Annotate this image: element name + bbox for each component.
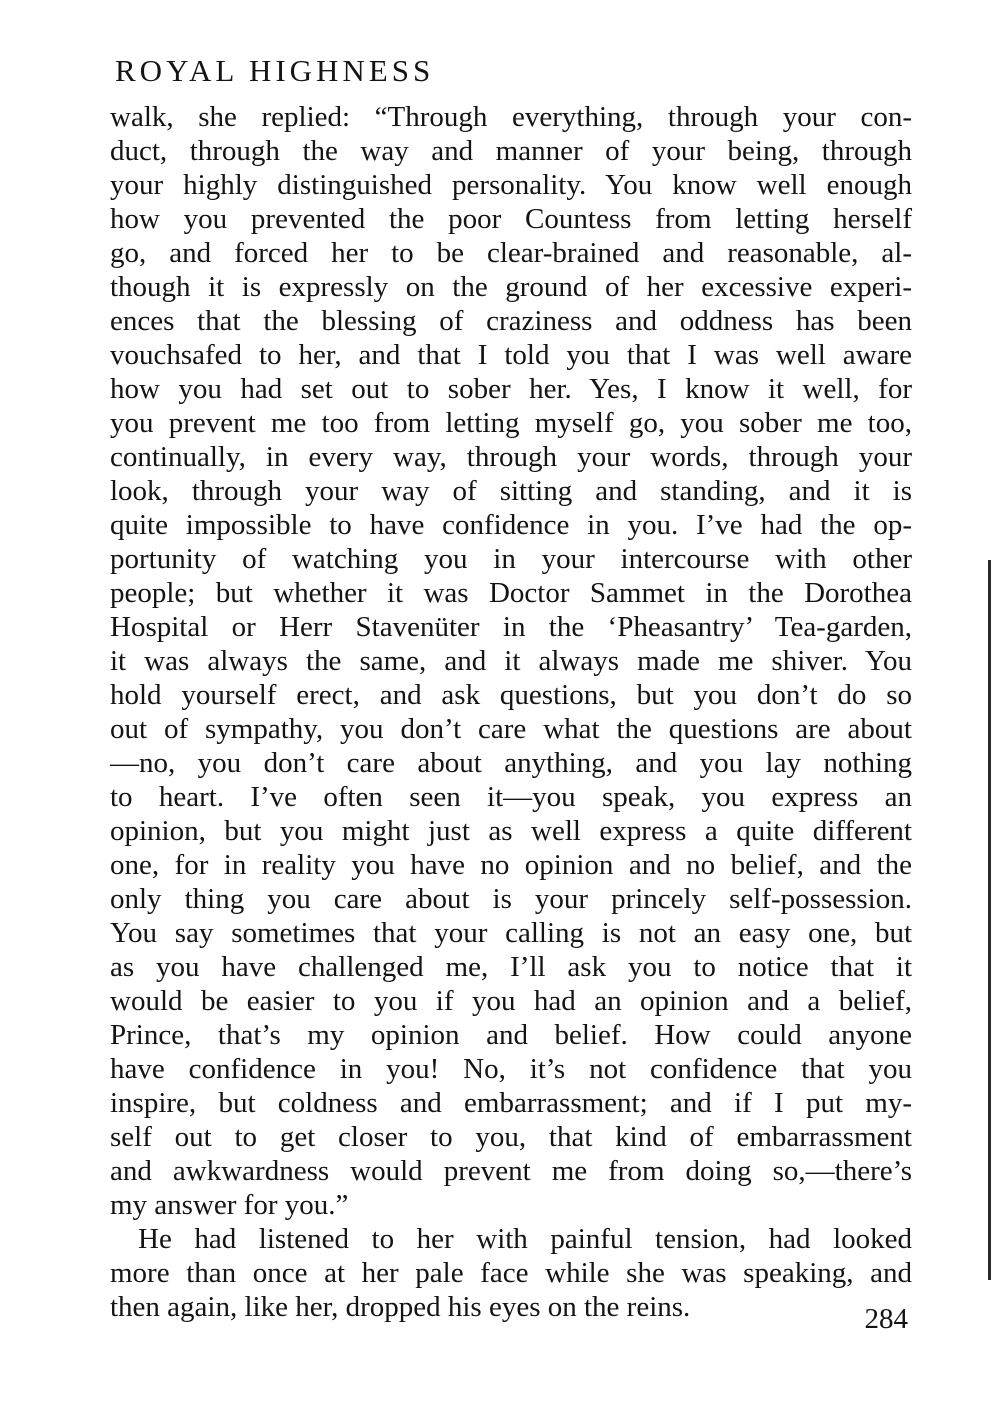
text-line: and awkwardness would prevent me from doing so,—there’s [110,1155,912,1187]
text-line: portunity of watching you in your intercourse with other [110,543,912,575]
text-line: one, for in reality you have no opinion and no belief, and the [110,849,912,881]
text-line: though it is expressly on the ground of her excessive experi- [110,271,912,303]
text-line: duct, through the way and manner of your being, through [110,135,912,167]
text-line: walk, she replied: “Through everything, through your con- [110,101,912,133]
text-line: out of sympathy, you don’t care what the questions are about [110,713,912,745]
text-line: to heart. I’ve often seen it—you speak, you express an [110,781,912,813]
text-line: have confidence in you! No, it’s not confidence that you [110,1053,912,1085]
text-line: —no, you don’t care about anything, and you lay nothing [110,747,912,779]
page-number: 284 [864,1303,908,1335]
text-line: as you have challenged me, I’ll ask you to notice that it [110,951,912,983]
text-line: you prevent me too from letting myself go, you sober me too, [110,407,912,439]
page-edge-line [988,560,991,1280]
text-line: how you prevented the poor Countess from letting herself [110,203,912,235]
text-line: You say sometimes that your calling is not an easy one, but [110,917,912,949]
text-line: continually, in every way, through your words, through your [110,441,912,473]
text-line: it was always the same, and it always made me shiver. You [110,645,912,677]
text-line: how you had set out to sober her. Yes, I know it well, for [110,373,912,405]
text-line: Prince, that’s my opinion and belief. How could anyone [110,1019,912,1051]
text-line: hold yourself erect, and ask questions, but you don’t do so [110,679,912,711]
text-line: my answer for you.” [110,1189,349,1221]
text-line: ences that the blessing of craziness and oddness has been [110,305,912,337]
text-line: then again, like her, dropped his eyes on the reins. [110,1291,691,1323]
text-line: go, and forced her to be clear-brained and reasonable, al- [110,237,912,269]
paragraph-2 [110,1222,912,1324]
text-line: He had listened to her with painful tension, had looked [138,1223,912,1255]
text-line: self out to get closer to you, that kind of embarrassment [110,1121,912,1153]
text-line: Hospital or Herr Stavenüter in the ‘Pheasantry’ Tea-garden, [110,611,912,643]
paragraph-1 [110,100,912,1222]
text-line: your highly distinguished personality. You know well enough [110,169,912,201]
text-line: would be easier to you if you had an opinion and a belief, [110,985,912,1017]
text-line: opinion, but you might just as well express a quite different [110,815,912,847]
body-text [110,100,912,1324]
running-head: ROYAL HIGHNESS [115,53,435,88]
text-line: look, through your way of sitting and standing, and it is [110,475,912,507]
text-line: vouchsafed to her, and that I told you that I was well aware [110,339,912,371]
text-line: inspire, but coldness and embarrassment; and if I put my- [110,1087,912,1119]
text-line: only thing you care about is your princely self-possession. [110,883,912,915]
text-line: people; but whether it was Doctor Sammet in the Dorothea [110,577,912,609]
text-line: quite impossible to have confidence in you. I’ve had the op- [110,509,912,541]
text-line: more than once at her pale face while she was speaking, and [110,1257,912,1289]
